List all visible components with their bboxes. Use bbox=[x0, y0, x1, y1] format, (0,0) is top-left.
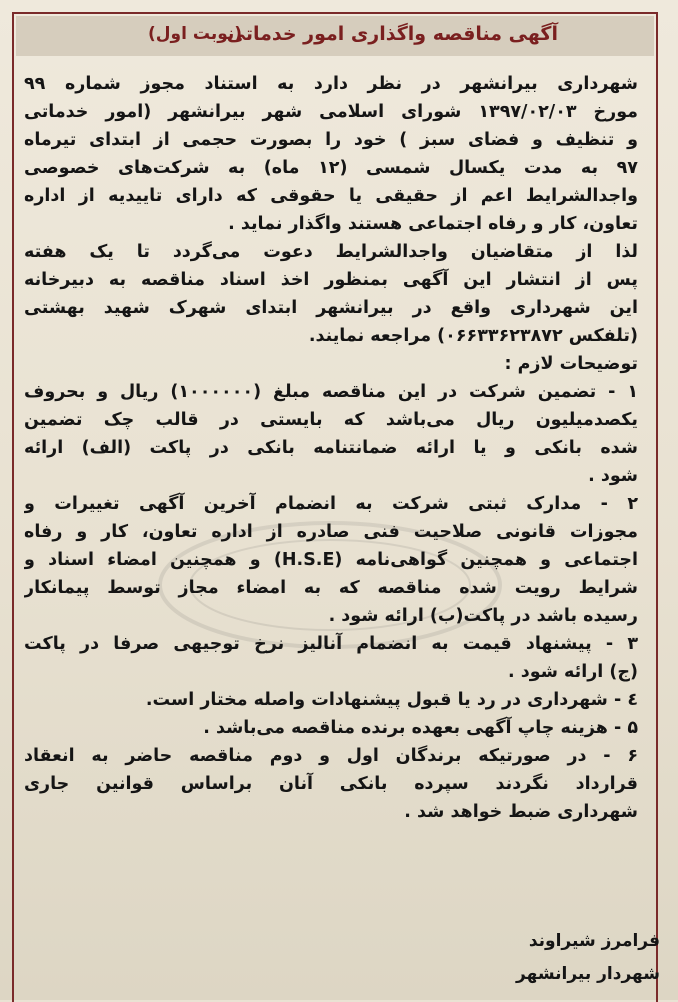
text-line: ۲ - مدارک ثبتی شرکت به انضمام آخرین آگهی تغییرات و bbox=[24, 494, 638, 514]
note-item-1 bbox=[24, 378, 638, 490]
ad-title: آگهی مناقصه واگذاری امور خدماتی bbox=[226, 23, 558, 45]
signatory-name: فرامرز شیراوند bbox=[528, 931, 660, 951]
text-line: ۳ - پیشنهاد قیمت به انضمام آنالیز نرخ توجیهی صرفا در پاکت bbox=[24, 634, 638, 654]
text-line: قرارداد نگردند سپرده بانکی آنان براساس قوانین جاری bbox=[24, 774, 638, 794]
intro-paragraph bbox=[24, 70, 638, 238]
text-line: واجدالشرایط اعم از حقیقی یا حقوقی که دارای تاییدیه از اداره bbox=[24, 186, 638, 206]
publication-round: (نوبت اول) bbox=[148, 24, 243, 44]
note-item-2 bbox=[24, 490, 638, 630]
text-line: ۱ - تضمین شرکت در این مناقصه مبلغ (۱۰۰۰۰۰۰) ریال و بحروف bbox=[24, 382, 638, 402]
text-line: شرایط رویت شده مناقصه که به امضاء مجاز توسط پیمانکار bbox=[24, 578, 638, 598]
notes-heading: توضیحات لازم : bbox=[504, 354, 638, 374]
header-band bbox=[16, 16, 654, 56]
text-line: اجتماعی و همچنین گواهی‌نامه (H.S.E) و همچنین امضاء اسناد و bbox=[24, 550, 638, 570]
note-item-5: ۵ - هزینه چاپ آگهی بعهده برنده مناقصه می‌باشد . bbox=[203, 718, 638, 738]
note-item-3 bbox=[24, 630, 638, 686]
text-line: لذا از متقاضیان واجدالشرایط دعوت می‌گردد تا یک هفته bbox=[24, 242, 638, 262]
invitation-paragraph bbox=[24, 238, 638, 350]
signatory-title: شهردار بیرانشهر bbox=[516, 964, 660, 984]
text-line: این شهرداری واقع در بیرانشهر ابتدای شهرک شهید بهشتی bbox=[24, 298, 638, 318]
note-item-4: ٤ - شهرداری در رد یا قبول پیشنهادات واصله مختار است. bbox=[145, 690, 638, 710]
text-line: مورخ ۱۳۹۷/۰۲/۰۳ شورای اسلامی شهر بیرانشهر (امور خدماتی bbox=[24, 102, 638, 122]
text-line: رسیده باشد در پاکت(ب) ارائه شود . bbox=[328, 606, 638, 626]
note-item-6 bbox=[24, 742, 638, 826]
text-line: (ج) ارائه شود . bbox=[508, 662, 638, 682]
ad-body bbox=[24, 70, 638, 826]
text-line: (تلفکس ۰۶۶۳۳۶۲۳۸۷۲) مراجعه نمایند. bbox=[308, 326, 638, 346]
text-line: یکصدمیلیون ریال می‌باشد که بایستی در قالب چک تضمین bbox=[24, 410, 638, 430]
text-line: شهرداری بیرانشهر در نظر دارد به استناد مجوز شماره ۹۹ bbox=[24, 74, 638, 94]
text-line: ۹۷ به مدت یکسال شمسی (۱۲ ماه) به شرکت‌های خصوصی bbox=[24, 158, 638, 178]
signature-block bbox=[516, 925, 660, 991]
text-line: مجوزات قانونی صلاحیت فنی صادره از اداره تعاون، کار و رفاه bbox=[24, 522, 638, 542]
text-line: و تنظیف و فضای سبز ) خود را بصورت حجمی از ابتدای تیرماه bbox=[24, 130, 638, 150]
text-line: ۶ - در صورتیکه برندگان اول و دوم مناقصه حاضر به انعقاد bbox=[24, 746, 638, 766]
text-line: شده بانکی و یا ارائه ضمانتنامه بانکی در پاکت (الف) ارائه bbox=[24, 438, 638, 458]
text-line: پس از انتشار این آگهی بمنظور اخذ اسناد مناقصه به دبیرخانه bbox=[24, 270, 638, 290]
text-line: شود . bbox=[588, 466, 638, 486]
text-line: شهرداری ضبط خواهد شد . bbox=[404, 802, 638, 822]
text-line: تعاون، کار و رفاه اجتماعی هستند واگذار نماید . bbox=[228, 214, 638, 234]
